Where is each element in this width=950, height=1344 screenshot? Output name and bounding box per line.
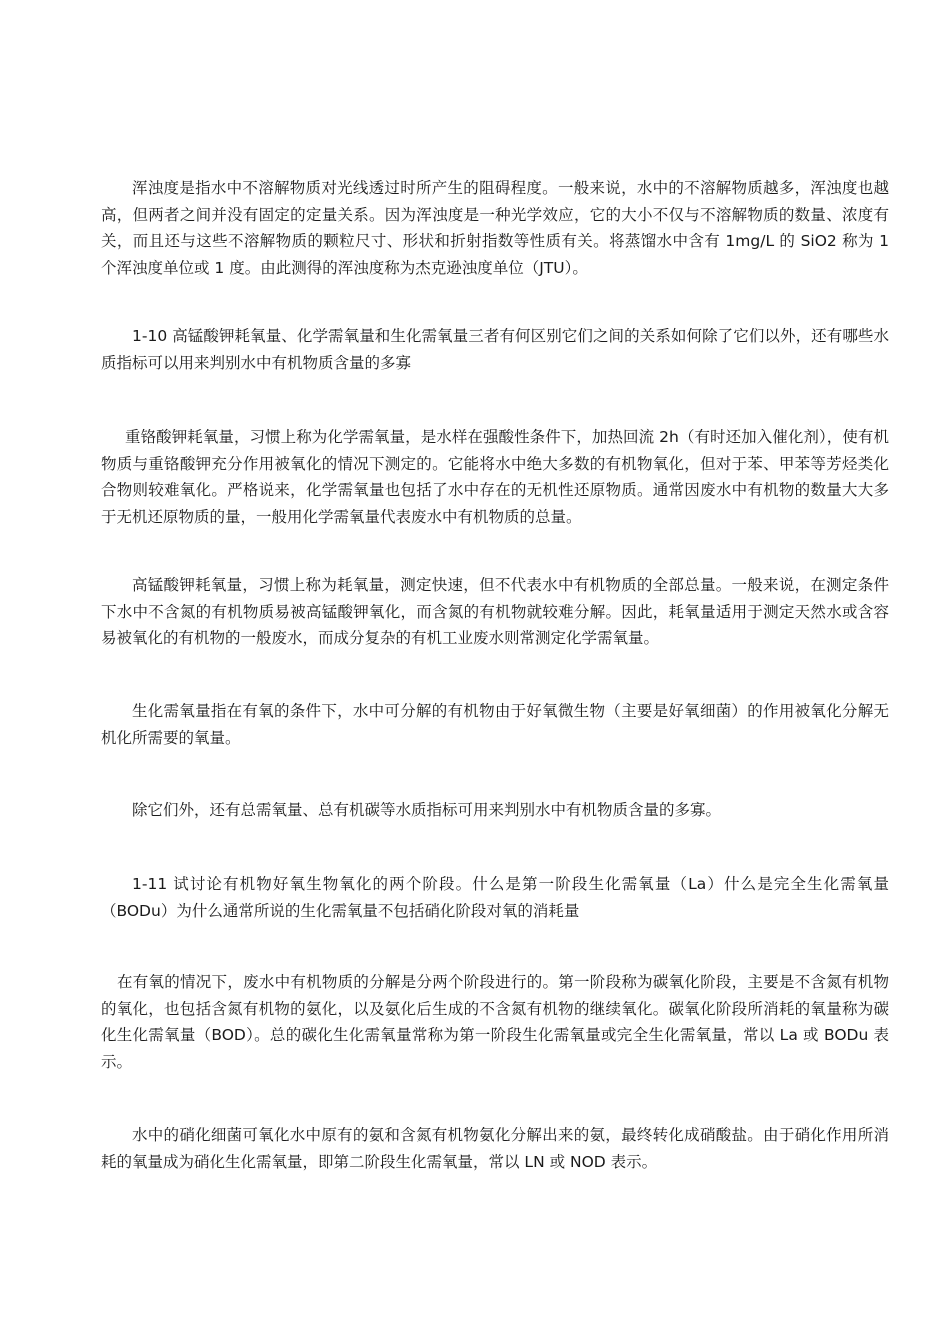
paragraph-nitrification-stage: 水中的硝化细菌可氧化水中原有的氨和含氮有机物氨化分解出来的氨，最终转化成硝酸盐。由于硝化作用所消耗的氧量成为硝化生化需氧量，即第二阶段生化需氧量，常以 LN 或 NOD 表示。 <box>101 1126 889 1171</box>
paragraph-carbon-oxidation-stage: 在有氧的情况下，废水中有机物质的分解是分两个阶段进行的。第一阶段称为碳氧化阶段，主要是不含氮有机物的氧化，也包括含氮有机物的氨化，以及氨化后生成的不含氮有机物的继续氧化。碳氧化阶段所消耗的氧量称为碳化生化需氧量（BOD）。总的碳化生化需氧量常称为第一阶段生化需氧量或完全生化需氧量，常以 La 或 BODu 表示。 <box>101 973 889 1071</box>
paragraph-bod-definition: 生化需氧量指在有氧的条件下，水中可分解的有机物由于好氧微生物（主要是好氧细菌）的作用被氧化分解无机化所需要的氧量。 <box>101 702 889 747</box>
paragraph-turbidity-definition: 浑浊度是指水中不溶解物质对光线透过时所产生的阻碍程度。一般来说，水中的不溶解物质越多，浑浊度也越高，但两者之间并没有固定的定量关系。因为浑浊度是一种光学效应，它的大小不仅与不溶解物质的数量、浓度有关，而且还与这些不溶解物质的颗粒尺寸、形状和折射指数等性质有关。将蒸馏水中含有 1mg/L 的 SiO2 称为 1 个浑浊度单位或 1 度。由此测得的浑浊度称为杰克逊浊度单位（JTU）。 <box>101 179 889 277</box>
question-1-10: 1-10 高锰酸钾耗氧量、化学需氧量和生化需氧量三者有何区别它们之间的关系如何除了它们以外，还有哪些水质指标可以用来判别水中有机物质含量的多寡 <box>101 327 889 372</box>
paragraph-cod-definition: 重铬酸钾耗氧量，习惯上称为化学需氧量，是水样在强酸性条件下，加热回流 2h（有时还加入催化剂），使有机物质与重铬酸钾充分作用被氧化的情况下测定的。它能将水中绝大多数的有机物氧化，但对于苯、甲苯等芳烃类化合物则较难氧化。严格说来，化学需氧量也包括了水中存在的无机性还原物质。通常因废水中有机物的数量大大多于无机还原物质的量，一般用化学需氧量代表废水中有机物质的总量。 <box>101 428 889 526</box>
paragraph-permanganate-oxygen-consumption: 高锰酸钾耗氧量，习惯上称为耗氧量，测定快速，但不代表水中有机物质的全部总量。一般来说，在测定条件下水中不含氮的有机物质易被高锰酸钾氧化，而含氮的有机物就较难分解。因此，耗氧量适用于测定天然水或含容易被氧化的有机物的一般废水，而成分复杂的有机工业废水则常测定化学需氧量。 <box>101 576 889 647</box>
question-1-11: 1-11 试讨论有机物好氧生物氧化的两个阶段。什么是第一阶段生化需氧量（La）什么是完全生化需氧量（BODu）为什么通常所说的生化需氧量不包括硝化阶段对氧的消耗量 <box>101 875 889 920</box>
paragraph-other-indicators: 除它们外，还有总需氧量、总有机碳等水质指标可用来判别水中有机物质含量的多寡。 <box>132 801 722 819</box>
